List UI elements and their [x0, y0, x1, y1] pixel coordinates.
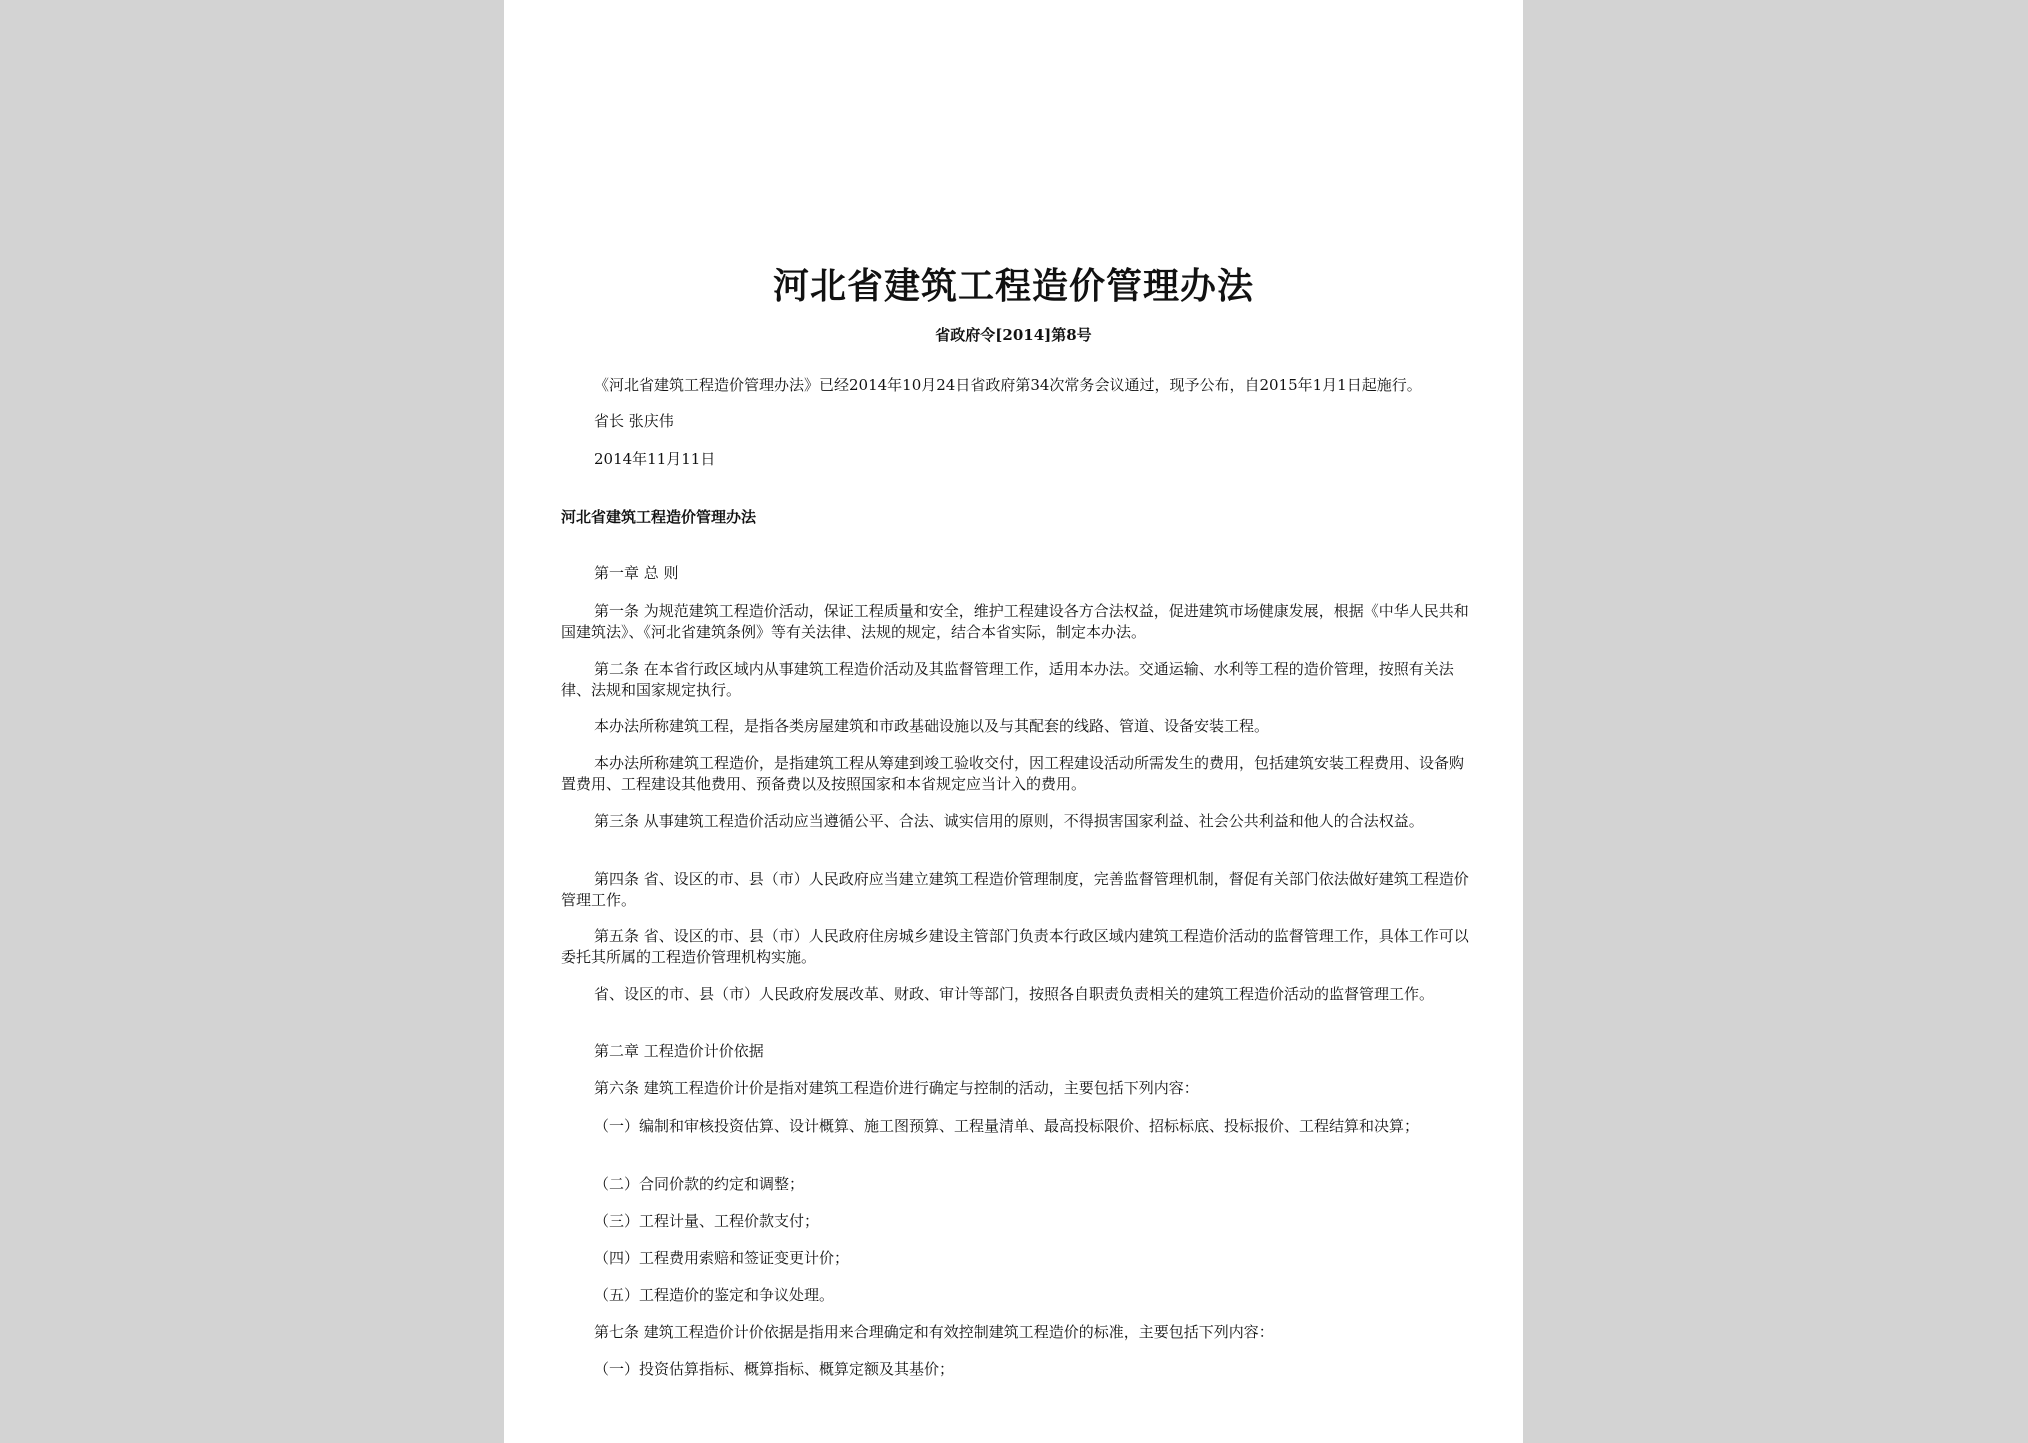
signing-date: 2014年11月11日	[594, 450, 716, 468]
article-paragraph: 第二条 在本省行政区域内从事建筑工程造价活动及其监督管理工作，适用本办法。交通运输、水利等工程的造价管理，按照有关法律、法规和国家规定执行。	[561, 660, 1454, 699]
document-page	[504, 0, 1523, 1443]
article-paragraph: 本办法所称建筑工程，是指各类房屋建筑和市政基础设施以及与其配套的线路、管道、设备安装工程。	[594, 717, 1270, 735]
list-item: （五）工程造价的鉴定和争议处理。	[594, 1286, 835, 1304]
list-item: （二）合同价款的约定和调整；	[594, 1175, 805, 1193]
document-title: 河北省建筑工程造价管理办法	[772, 265, 1254, 307]
article-paragraph: 第七条 建筑工程造价计价依据是指用来合理确定和有效控制建筑工程造价的标准，主要包括下列内容：	[594, 1323, 1274, 1341]
chapter-heading: 第二章 工程造价计价依据	[594, 1042, 764, 1060]
list-item: （三）工程计量、工程价款支付；	[594, 1212, 820, 1230]
list-item: （四）工程费用索赔和签证变更计价；	[594, 1249, 850, 1267]
article-paragraph: 第六条 建筑工程造价计价是指对建筑工程造价进行确定与控制的活动，主要包括下列内容：	[594, 1079, 1199, 1097]
signatory: 省长 张庆伟	[594, 412, 674, 430]
article-paragraph: 本办法所称建筑工程造价，是指建筑工程从筹建到竣工验收交付，因工程建设活动所需发生的费用，包括建筑安装工程费用、设备购置费用、工程建设其他费用、预备费以及按照国家和本省规定应当计入的费用。	[561, 754, 1465, 793]
chapter-heading: 第一章 总 则	[594, 564, 679, 582]
article-paragraph: 第三条 从事建筑工程造价活动应当遵循公平、合法、诚实信用的原则，不得损害国家利益、社会公共利益和他人的合法权益。	[594, 812, 1424, 830]
list-item: （一）投资估算指标、概算指标、概算定额及其基价；	[594, 1360, 955, 1378]
document-subtitle: 河北省建筑工程造价管理办法	[561, 508, 757, 526]
promulgation-paragraph: 《河北省建筑工程造价管理办法》已经2014年10月24日省政府第34次常务会议通过，现予公布，自2015年1月1日起施行。	[594, 376, 1422, 394]
document-number: 省政府令[2014]第8号	[935, 326, 1092, 344]
article-paragraph: 第一条 为规范建筑工程造价活动，保证工程质量和安全，维护工程建设各方合法权益，促进建筑市场健康发展，根据《中华人民共和国建筑法》、《河北省建筑条例》等有关法律、法规的规定，结合本省实际，制定本办法。	[561, 602, 1469, 641]
article-paragraph: 省、设区的市、县（市）人民政府发展改革、财政、审计等部门，按照各自职责负责相关的建筑工程造价活动的监督管理工作。	[594, 985, 1435, 1003]
list-item: （一）编制和审核投资估算、设计概算、施工图预算、工程量清单、最高投标限价、招标标底、投标报价、工程结算和决算；	[594, 1117, 1420, 1135]
article-paragraph: 第四条 省、设区的市、县（市）人民政府应当建立建筑工程造价管理制度，完善监督管理机制，督促有关部门依法做好建筑工程造价管理工作。	[561, 870, 1469, 909]
article-paragraph: 第五条 省、设区的市、县（市）人民政府住房城乡建设主管部门负责本行政区域内建筑工程造价活动的监督管理工作，具体工作可以委托其所属的工程造价管理机构实施。	[561, 927, 1469, 966]
